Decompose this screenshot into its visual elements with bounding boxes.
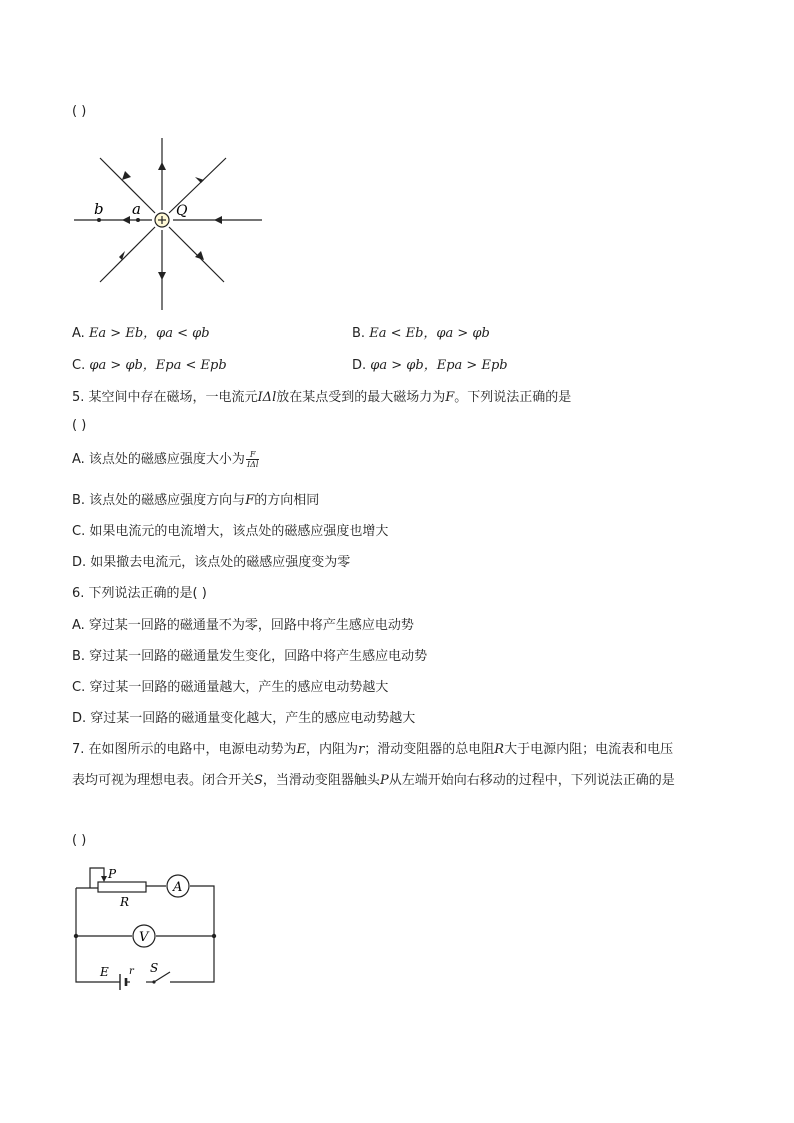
q7-circuit-diagram xyxy=(70,858,230,990)
q4-electric-field-diagram xyxy=(70,130,270,315)
q6-option-c: C. 穿过某一回路的磁通量越大，产生的感应电动势越大 xyxy=(72,680,389,695)
q5-stem: 5. 某空间中存在磁场，一电流元IΔl放在某点受到的最大磁场力为F。下列说法正确的是 xyxy=(72,390,572,405)
q6-stem: 6. 下列说法正确的是( ) xyxy=(72,586,207,601)
q4-option-d: D. φa > φb，Epa > Epb xyxy=(352,358,508,373)
q5-paren: ( ) xyxy=(72,418,87,433)
switch-s-label: S xyxy=(150,961,159,975)
q7-stem-line2: 表均可视为理想电表。闭合开关S，当滑动变阻器触头P从左端开始向右移动的过程中，下列说法正确的是 xyxy=(72,773,675,788)
q5-option-b: B. 该点处的磁感应强度方向与F的方向相同 xyxy=(72,493,320,508)
q5-option-c: C. 如果电流元的电流增大，该点处的磁感应强度也增大 xyxy=(72,524,389,539)
q7-stem-line1: 7. 在如图所示的电路中，电源电动势为E，内阻为r；滑动变阻器的总电阻R大于电源内阻；电流表和电压 xyxy=(72,742,674,757)
q6-option-a: A. 穿过某一回路的磁通量不为零，回路中将产生感应电动势 xyxy=(72,618,414,633)
ammeter-label: A xyxy=(173,880,183,895)
q5-option-d: D. 如果撤去电流元，该点处的磁感应强度变为零 xyxy=(72,555,351,570)
q4-option-c: C. φa > φb，Epa < Epb xyxy=(72,358,227,373)
voltmeter-label: V xyxy=(139,930,149,945)
q6-option-b: B. 穿过某一回路的磁通量发生变化，回路中将产生感应电动势 xyxy=(72,649,428,664)
slider-p-label: P xyxy=(108,867,117,881)
q7-paren: ( ) xyxy=(72,833,87,848)
q5-option-a: A. 该点处的磁感应强度大小为 $\frac{F}{\text{IΔl}}$ xyxy=(72,450,259,469)
q6-option-d: D. 穿过某一回路的磁通量变化越大，产生的感应电动势越大 xyxy=(72,711,416,726)
emf-e-label: E xyxy=(100,965,109,979)
q4-option-b: B. Ea < Eb，φa > φb xyxy=(352,326,490,341)
internal-r-label: r xyxy=(129,966,134,977)
q4-option-a: A. Ea > Eb，φa < φb xyxy=(72,326,210,341)
resistor-r-label: R xyxy=(120,895,130,909)
point-a-label: a xyxy=(132,200,141,218)
point-b-label: b xyxy=(94,200,104,218)
q4-paren: ( ) xyxy=(72,104,87,119)
charge-q-label: Q xyxy=(176,203,188,219)
